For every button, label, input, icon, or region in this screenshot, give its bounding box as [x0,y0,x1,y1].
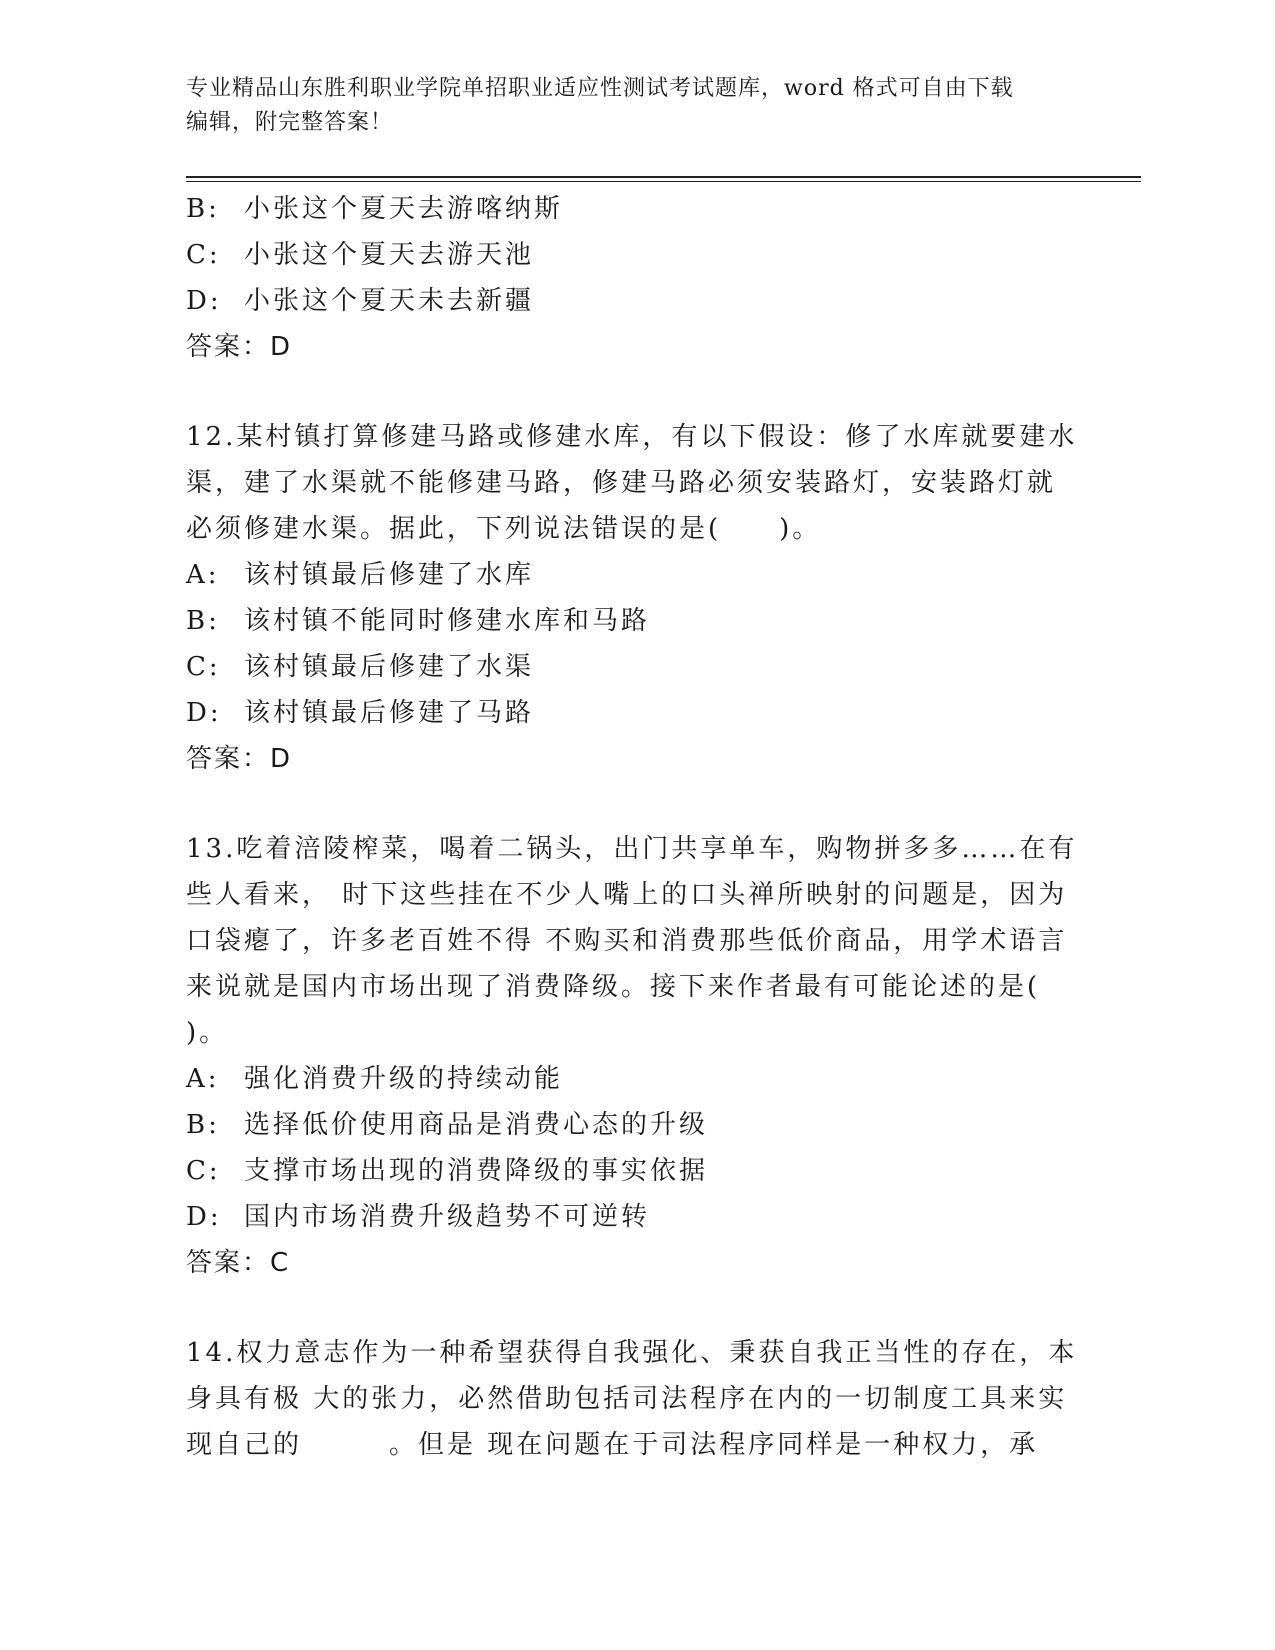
option-c [186,232,1086,278]
option-text: 强化消费升级的持续动能 [244,1064,564,1094]
question-text-line: 现自己的 。但是 现在问题在于司法程序同样是一种权力，承 [186,1430,1039,1460]
header-line-2: 编辑，附完整答案！ [186,110,394,135]
question-text-line: 来说就是国内市场出现了消费降级。接下来作者最有可能论述的是( [186,972,1041,1002]
option-text: 国内市场消费升级趋势不可逆转 [244,1202,651,1232]
option-key: B: [186,606,220,636]
option-key: D: [186,286,222,316]
option-text: 小张这个夏天去游喀纳斯 [244,194,564,224]
option-key: D: [186,1202,222,1232]
question-text-line: 必须修建水渠。据此，下列说法错误的是( )。 [186,514,822,544]
question-text-line: 13.吃着涪陵榨菜，喝着二锅头，出门共享单车，购物拼多多……在有 [186,834,1078,864]
page-header [186,72,1066,140]
question-12 [186,414,1086,782]
question-11-continued [186,186,1086,370]
option-text: 该村镇不能同时修建水库和马路 [244,606,651,636]
question-text-line: 12.某村镇打算修建马路或修建水库，有以下假设：修了水库就要建水 [186,422,1078,452]
option-text: 小张这个夏天去游天池 [244,240,535,270]
answer-label: 答案：C [186,1248,291,1278]
option-d [186,690,1086,736]
option-text: 该村镇最后修建了水渠 [244,652,535,682]
answer-label: 答案：D [186,332,293,362]
option-b [186,1102,1086,1148]
option-key: B: [186,1110,220,1140]
question-text-line: 口袋瘪了，许多老百姓不得 不购买和消费那些低价商品，用学术语言 [186,926,1068,956]
option-key: C: [186,240,221,270]
header-line-1: 专业精品山东胜利职业学院单招职业适应性测试考试题库，word 格式可自由下载 [186,76,1014,101]
question-13 [186,826,1086,1286]
question-14 [186,1330,1086,1468]
document-body [186,186,1086,1468]
option-b [186,598,1086,644]
option-a [186,1056,1086,1102]
question-text-line: 些人看来， 时下这些挂在不少人嘴上的口头禅所映射的问题是，因为 [186,880,1068,910]
option-text: 选择低价使用商品是消费心态的升级 [244,1110,709,1140]
question-text-line: 身具有极 大的张力，必然借助包括司法程序在内的一切制度工具来实 [186,1384,1068,1414]
option-text: 小张这个夏天未去新疆 [244,286,535,316]
header-divider-thick [186,176,1141,178]
option-key: C: [186,652,221,682]
option-text: 该村镇最后修建了水库 [244,560,535,590]
option-key: A: [186,1064,220,1094]
option-key: D: [186,698,222,728]
header-divider-thin [186,181,1141,182]
option-c [186,644,1086,690]
answer-label: 答案：D [186,744,293,774]
option-b [186,186,1086,232]
option-key: A: [186,560,220,590]
option-d [186,1194,1086,1240]
option-text: 该村镇最后修建了马路 [244,698,535,728]
option-key: B: [186,194,220,224]
option-c [186,1148,1086,1194]
option-d [186,278,1086,324]
question-text-line: 14.权力意志作为一种希望获得自我强化、秉获自我正当性的存在，本 [186,1338,1078,1368]
option-a [186,552,1086,598]
option-text: 支撑市场出现的消费降级的事实依据 [244,1156,709,1186]
question-text-line: )。 [186,1018,229,1048]
option-key: C: [186,1156,221,1186]
question-text-line: 渠，建了水渠就不能修建马路，修建马路必须安装路灯，安装路灯就 [186,468,1057,498]
